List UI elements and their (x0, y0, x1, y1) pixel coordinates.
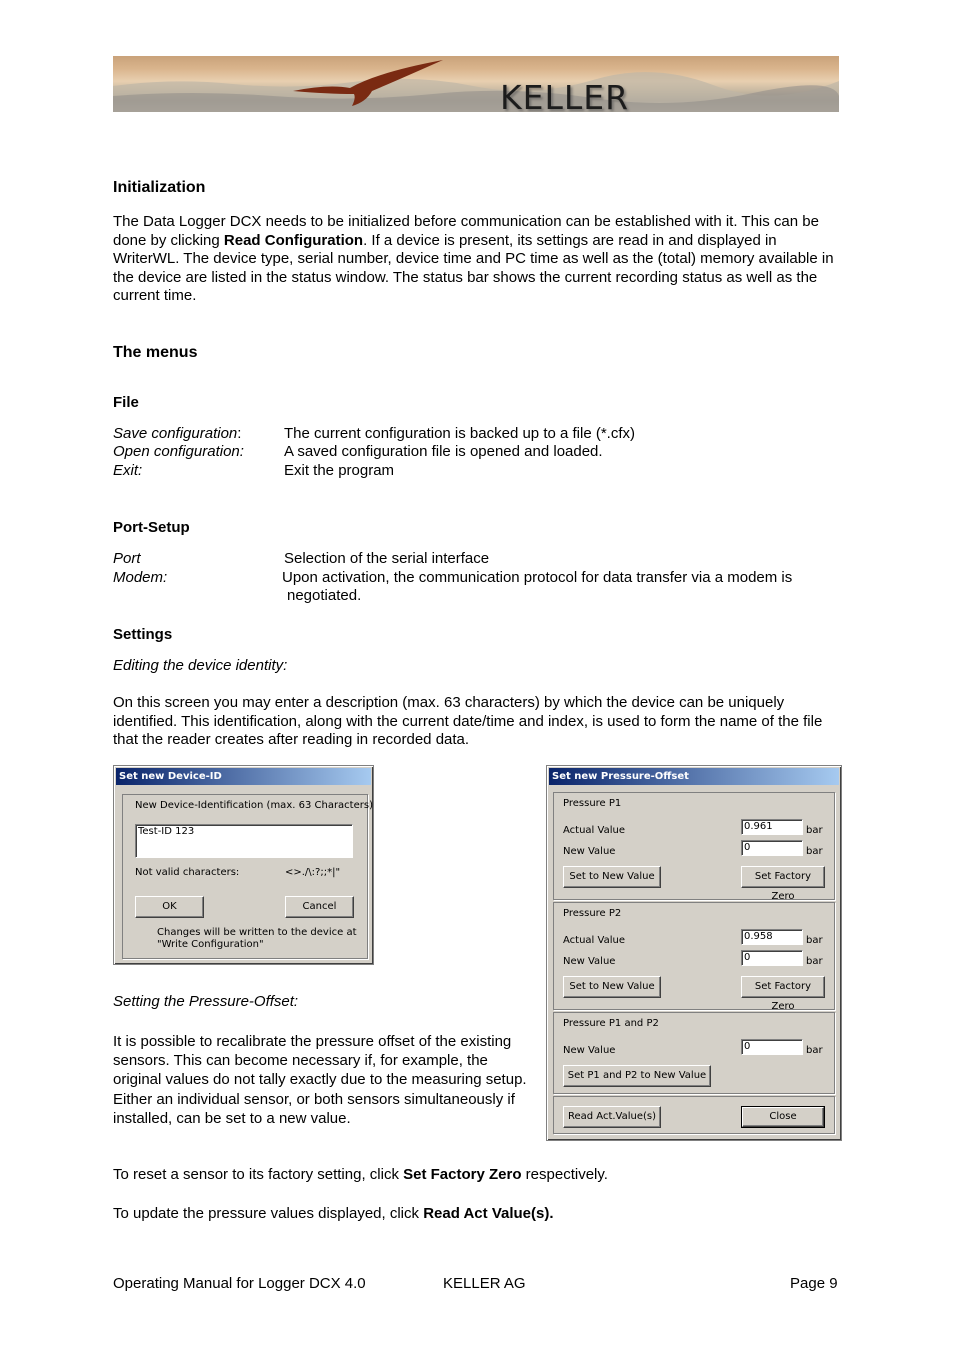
p1-set-new-button[interactable]: Set to New Value (563, 866, 661, 888)
footer-page-number: Page 9 (790, 1275, 838, 1292)
note-line-1: Changes will be written to the device at (157, 927, 357, 938)
text: To update the pressure values displayed, click (113, 1205, 424, 1222)
p2-label: Pressure P2 (563, 908, 622, 919)
paragraph-read-values (113, 1205, 839, 1224)
unit-label: bar (806, 956, 823, 967)
unit-label: bar (806, 825, 823, 836)
modem-label: Modem: (113, 569, 168, 586)
heading-menus: The menus (113, 344, 198, 361)
text: . If a device is present, its settings are read in and displayed in WriterWL. The device type, serial number, device time and PC time as well as the (total) memory available in the device are listed in the status window. The status bar shows the current recording status as well as the current time. (113, 231, 834, 305)
invalid-chars-value: <>./\:?;;*|" (285, 867, 341, 878)
p12-new-label: New Value (563, 1045, 616, 1056)
p1-actual-field[interactable]: 0.961 (741, 819, 803, 835)
p12-label: Pressure P1 and P2 (563, 1018, 659, 1029)
ok-button[interactable]: OK (135, 896, 204, 918)
keller-banner (113, 56, 839, 112)
modem-desc-cont: negotiated. (287, 587, 362, 604)
p2-actual-label: Actual Value (563, 935, 625, 946)
p1-actual-label: Actual Value (563, 825, 625, 836)
file-label-open: Open configuration: (113, 443, 244, 460)
text: To reset a sensor to its factory setting, click (113, 1166, 404, 1183)
read-act-values-button[interactable]: Read Act.Value(s) (563, 1106, 661, 1128)
heading-initialization: Initialization (113, 179, 206, 196)
set-both-button[interactable]: Set P1 and P2 to New Value (563, 1065, 711, 1087)
heading-file: File (113, 394, 139, 411)
p2-new-label: New Value (563, 956, 616, 967)
dialog-title: Set new Pressure-Offset (549, 768, 839, 785)
port-label: Port (113, 550, 141, 567)
dialog-title: Set new Device-ID (116, 768, 371, 785)
landscape-image (113, 56, 839, 112)
port-desc: Selection of the serial interface (284, 550, 490, 567)
p1-new-field[interactable]: 0 (741, 840, 803, 856)
modem-desc: Upon activation, the communication protocol for data transfer via a modem is (282, 569, 793, 586)
file-desc-open: A saved configuration file is opened and loaded. (284, 443, 603, 460)
subheading-device-identity: Editing the device identity: (113, 657, 288, 674)
unit-label: bar (806, 846, 823, 857)
bird-icon (288, 58, 448, 108)
cancel-button[interactable]: Cancel (285, 896, 354, 918)
unit-label: bar (806, 935, 823, 946)
paragraph-device-identity: On this screen you may enter a description (max. 63 characters) by which the device can be uniquely identified. This identification, along with the current date/time and index, is used to form the name of the file that the reader creates after reading in recorded data. (113, 694, 823, 749)
heading-port-setup: Port-Setup (113, 519, 190, 536)
text: respectively. (521, 1166, 608, 1183)
keller-logo: KELLER (500, 78, 630, 112)
group-label: New Device-Identification (max. 63 Characters) (135, 800, 373, 811)
invalid-chars-label: Not valid characters: (135, 867, 240, 878)
file-label-save: Save configuration: (113, 425, 242, 442)
paragraph-initialization (113, 213, 839, 306)
p1-factory-zero-button[interactable]: Set Factory Zero (741, 866, 825, 888)
text: The Data Logger DCX needs to be initialized before communication can be established with it. This can be done by clicking (113, 213, 819, 249)
p2-factory-zero-button[interactable]: Set Factory Zero (741, 976, 825, 998)
heading-settings: Settings (113, 626, 173, 643)
pressure-offset-dialog (546, 765, 842, 1141)
close-button[interactable]: Close (742, 1107, 824, 1127)
p1-label: Pressure P1 (563, 798, 622, 809)
p1-new-label: New Value (563, 846, 616, 857)
bold-text: Read Configuration (223, 231, 364, 249)
p12-new-field[interactable]: 0 (741, 1039, 803, 1055)
note-line-2: "Write Configuration" (157, 939, 264, 950)
file-label-exit: Exit: (113, 462, 143, 479)
device-id-dialog (113, 765, 374, 965)
paragraph-factory-zero (113, 1166, 839, 1185)
footer-left: Operating Manual for Logger DCX 4.0 (113, 1275, 366, 1292)
device-id-input[interactable]: Test-ID 123 (135, 824, 353, 858)
file-desc-exit: Exit the program (284, 462, 395, 479)
bold-text: Set Factory Zero (403, 1166, 522, 1183)
unit-label: bar (806, 1045, 823, 1056)
file-desc-save: The current configuration is backed up to a file (*.cfx) (284, 425, 636, 442)
bold-text: Read Act Value(s). (423, 1205, 554, 1222)
p2-new-field[interactable]: 0 (741, 950, 803, 966)
footer-center: KELLER AG (443, 1275, 526, 1292)
p2-actual-field[interactable]: 0.958 (741, 929, 803, 945)
paragraph-pressure-offset: It is possible to recalibrate the pressure offset of the existing sensors. This can become necessary if, for example, the original values do not tally exactly due to the measuring setup. Either an individual sensor, or both sensors simultaneously if installed, can be set to a new value. (113, 1033, 527, 1127)
subheading-pressure-offset: Setting the Pressure-Offset: (113, 993, 299, 1010)
p2-set-new-button[interactable]: Set to New Value (563, 976, 661, 998)
